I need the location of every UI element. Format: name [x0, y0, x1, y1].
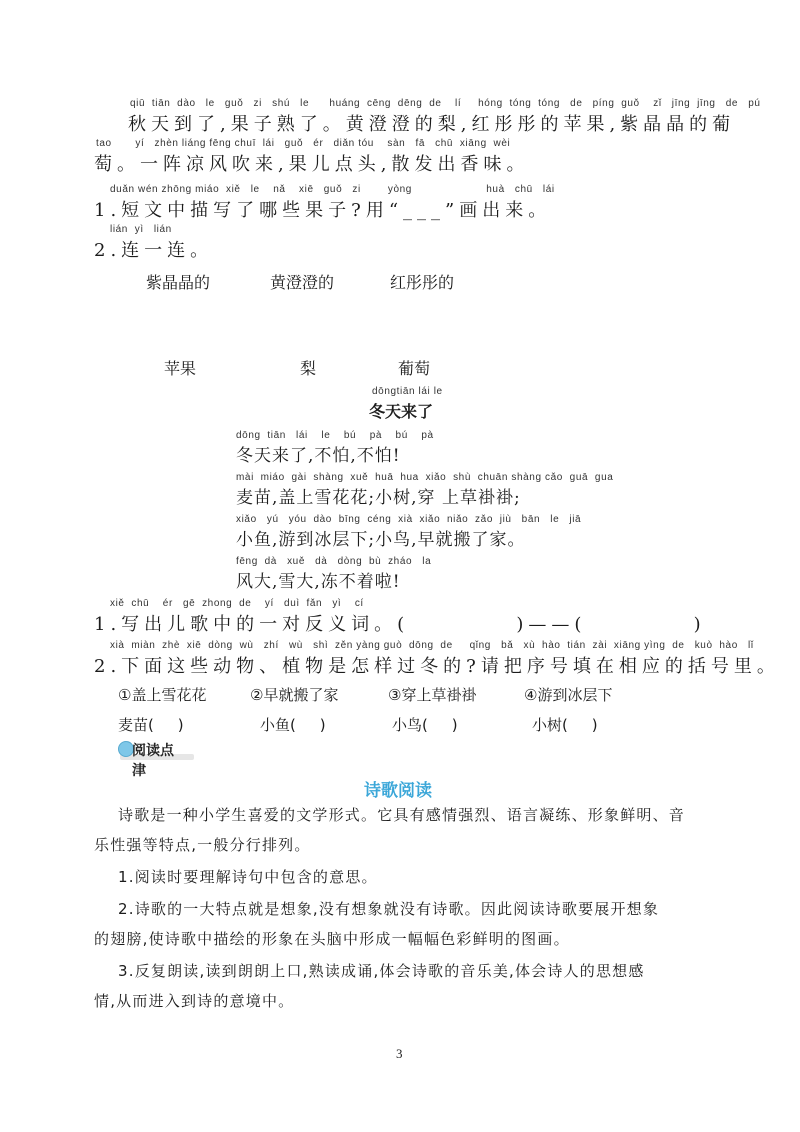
poem-question-1: 1.写出儿歌中的一对反义词。( )——( ) [94, 614, 706, 635]
poem-pinyin-1: dōng tiān lái le bú pà bú pà [236, 430, 434, 441]
answer-slot-xiaoshu[interactable]: 小树( ) [532, 716, 598, 734]
match-top-2[interactable]: 黄澄澄的 [270, 273, 335, 292]
match-bottom-2[interactable]: 梨 [300, 359, 317, 378]
answer-slot-xiaoyu[interactable]: 小鱼( ) [260, 716, 326, 734]
passage-line-2: 萄。一阵凉风吹来,果儿点头,散发出香味。 [94, 154, 530, 175]
question-2: 2.连一连。 [94, 240, 214, 261]
match-top-3[interactable]: 红彤彤的 [390, 273, 455, 292]
answer-slot-maimiao[interactable]: 麦苗( ) [118, 716, 184, 734]
poem-question-2: 2.下面这些动物、植物是怎样过冬的?请把序号填在相应的括号里。 [94, 656, 780, 677]
poem-pinyin-2: mài miáo gài shàng xuě huā hua xiǎo shù chuān shàng cǎo guā gua [236, 472, 614, 483]
match-top-1[interactable]: 紫晶晶的 [146, 273, 211, 292]
tip-label: 阅读点津 [132, 743, 174, 779]
poem-pinyin-4: fēng dà xuě dà dòng bù zháo la [236, 556, 432, 567]
passage-pinyin-2: tao yí zhèn liáng fēng chuī lái guǒ ér diǎn tóu sàn fā chū xiāng wèi [96, 138, 511, 149]
page-number: 3 [396, 1046, 403, 1061]
tip-item-2-line-1: 2.诗歌的一大特点就是想象,没有想象就没有诗歌。因此阅读诗歌要展开想象 [118, 900, 660, 918]
option-2: ②早就搬了家 [250, 686, 339, 704]
q2-pinyin: lián yì lián [110, 224, 172, 235]
poem-title-pinyin: dōngtiān lái le [372, 386, 443, 397]
option-1: ①盖上雪花花 [118, 686, 207, 704]
match-bottom-3[interactable]: 葡萄 [398, 359, 431, 378]
poem-title: 冬天来了 [369, 402, 434, 421]
poem-line-1: 冬天来了,不怕,不怕! [236, 446, 401, 466]
tip-header [118, 740, 186, 779]
tip-item-2-line-2: 的翅膀,使诗歌中描绘的形象在头脑中形成一幅幅色彩鲜明的图画。 [94, 930, 570, 948]
option-3: ③穿上草褂褂 [388, 686, 477, 704]
tip-item-1: 1.阅读时要理解诗句中包含的意思。 [118, 868, 378, 886]
match-bottom-1[interactable]: 苹果 [164, 359, 197, 378]
poem-q1-pinyin: xiě chū ér gē zhong de yí duì fǎn yì cí [110, 598, 364, 609]
poem-q2-pinyin: xià miàn zhè xiē dòng wù zhí wù shì zěn yàng guò dōng de qǐng bǎ xù hào tián zài xiāng yìng de kuò hào lǐ [110, 640, 754, 651]
tip-item-3-line-2: 情,从而进入到诗的意境中。 [94, 992, 295, 1010]
question-1: 1.短文中描写了哪些果子?用“___”画出来。 [94, 200, 552, 221]
section-title: 诗歌阅读 [364, 781, 432, 801]
poem-line-2: 麦苗,盖上雪花花;小树,穿 上草褂褂; [236, 488, 521, 508]
tip-para-line-2: 乐性强等特点,一般分行排列。 [94, 836, 311, 854]
passage-pinyin-1: qiū tiān dào le guǒ zi shú le huáng cēng dēng de lí hóng tóng tóng de píng guǒ zǐ jīng jīng de pú [130, 98, 761, 109]
poem-line-3: 小鱼,游到冰层下;小鸟,早就搬了家。 [236, 530, 526, 550]
poem-line-4: 风大,雪大,冻不着啦! [236, 572, 401, 592]
q1-pinyin: duǎn wén zhōng miáo xiě le nǎ xiē guǒ zi yòng huà chū lái [110, 184, 555, 195]
answer-slot-xiaoniao[interactable]: 小鸟( ) [392, 716, 458, 734]
poem-pinyin-3: xiǎo yú yóu dào bīng céng xià xiǎo niǎo zǎo jiù bān le jiā [236, 514, 582, 525]
passage-line-1: 秋天到了,果子熟了。黄澄澄的梨,红彤彤的苹果,紫晶晶的葡 [128, 114, 736, 135]
tip-item-3-line-1: 3.反复朗读,读到朗朗上口,熟读成诵,体会诗歌的音乐美,体会诗人的思想感 [118, 962, 645, 980]
option-4: ④游到冰层下 [524, 686, 613, 704]
tip-para-line-1: 诗歌是一种小学生喜爱的文学形式。它具有感情强烈、语言凝练、形象鲜明、音 [118, 806, 686, 824]
